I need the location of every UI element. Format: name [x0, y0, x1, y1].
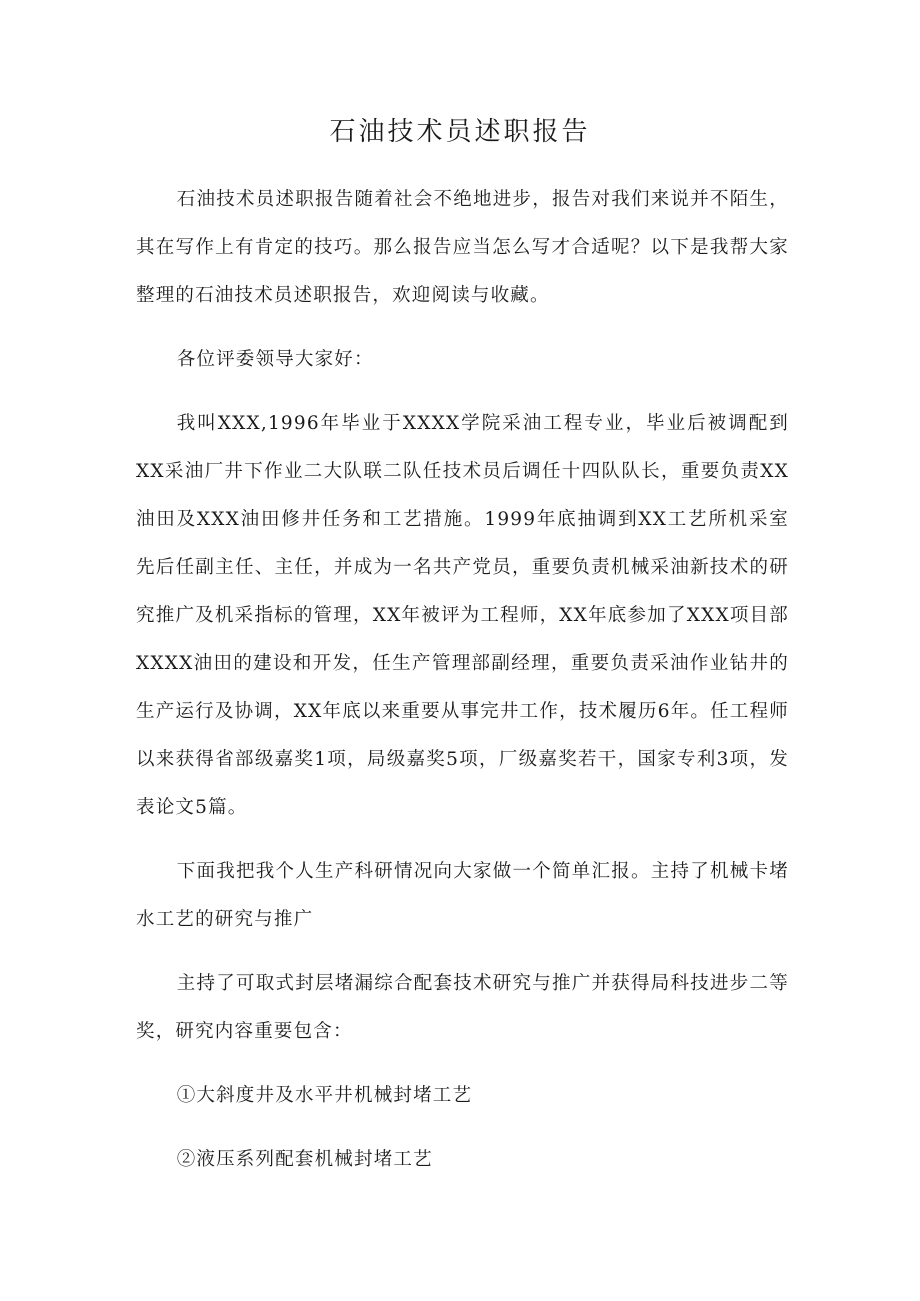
- list-item-1: ①大斜度井及水平井机械封堵工艺: [176, 1085, 473, 1106]
- paragraph-background: 我叫XXX,1996年毕业于XXXX学院采油工程专业，毕业后被调配到XX采油厂井下作业二大队联二队任技术员后调任十四队队长，重要负责XX油田及XXX油田修井任务和工艺措施。1999年底抽调到XX工艺所机采室先后任副主任、主任，并成为一名共产党员，重要负责机械采油新技术的研究推广及机采指标的管理，XX年被评为工程师，XX年底参加了XXX项目部XXXX油田的建设和开发，任生产管理部副经理，重要负责采油作业钻井的生产运行及协调，XX年底以来重要从事完井工作，技术履历6年。任工程师以来获得省部级嘉奖1项，局级嘉奖5项，厂级嘉奖若干，国家专利3项，发表论文5篇。: [136, 413, 789, 818]
- paragraph-greeting: 各位评委领导大家好：: [176, 349, 374, 370]
- paragraph-research-summary: 下面我把我个人生产科研情况向大家做一个简单汇报。主持了机械卡堵水工艺的研究与推广: [136, 861, 789, 930]
- document-title: 石油技术员述职报告: [329, 117, 591, 147]
- paragraph-research-content: 主持了可取式封层堵漏综合配套技术研究与推广并获得局科技进步二等奖，研究内容重要包含：: [136, 973, 789, 1042]
- document-body: [136, 176, 789, 1200]
- paragraph-intro: 石油技术员述职报告随着社会不绝地进步，报告对我们来说并不陌生，其在写作上有肯定的技巧。那么报告应当怎么写才合适呢？以下是我帮大家整理的石油技术员述职报告，欢迎阅读与收藏。: [136, 189, 789, 306]
- list-item-2: ②液压系列配套机械封堵工艺: [176, 1149, 433, 1170]
